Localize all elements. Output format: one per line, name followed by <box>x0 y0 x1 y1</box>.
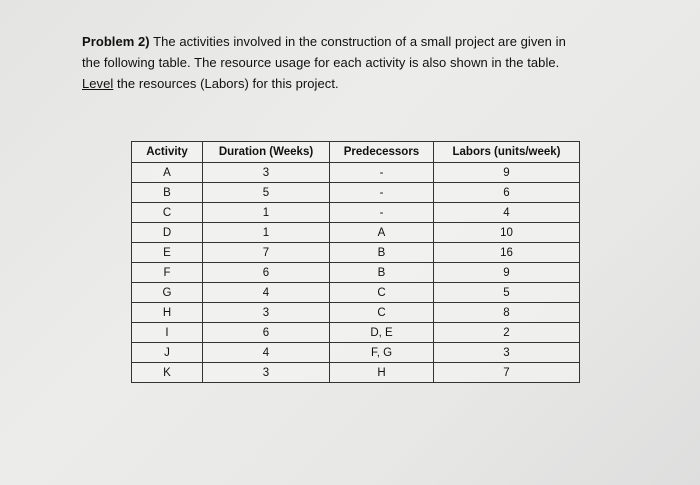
problem-line-1 <box>82 31 642 52</box>
problem-line-1-text: The activities involved in the construction of a small project are given in <box>149 34 566 49</box>
cell-labors: 9 <box>434 263 580 283</box>
cell-labors: 6 <box>434 183 580 203</box>
problem-title: Problem 2) <box>82 34 150 49</box>
activities-table <box>131 141 580 383</box>
cell-activity: J <box>132 343 203 363</box>
cell-labors: 10 <box>434 223 580 243</box>
cell-duration: 1 <box>203 223 330 243</box>
cell-labors: 7 <box>434 363 580 383</box>
cell-activity: C <box>132 203 203 223</box>
cell-activity: I <box>132 323 203 343</box>
header-duration: Duration (Weeks) <box>203 142 330 163</box>
cell-duration: 4 <box>203 343 330 363</box>
cell-predecessors: F, G <box>330 343 434 363</box>
problem-statement <box>82 31 642 94</box>
table-row <box>132 243 580 263</box>
cell-predecessors: C <box>330 303 434 323</box>
cell-predecessors: H <box>330 363 434 383</box>
cell-duration: 4 <box>203 283 330 303</box>
cell-activity: A <box>132 163 203 183</box>
cell-predecessors: A <box>330 223 434 243</box>
problem-line-3-text: the resources (Labors) for this project. <box>113 76 339 91</box>
table-row <box>132 183 580 203</box>
cell-activity: E <box>132 243 203 263</box>
cell-duration: 1 <box>203 203 330 223</box>
table-header-row <box>132 142 580 163</box>
cell-predecessors: C <box>330 283 434 303</box>
cell-duration: 3 <box>203 163 330 183</box>
cell-predecessors: - <box>330 203 434 223</box>
table-row <box>132 203 580 223</box>
header-predecessors: Predecessors <box>330 142 434 163</box>
table-row <box>132 223 580 243</box>
cell-duration: 5 <box>203 183 330 203</box>
cell-labors: 9 <box>434 163 580 183</box>
table-row <box>132 263 580 283</box>
cell-activity: H <box>132 303 203 323</box>
cell-predecessors: - <box>330 183 434 203</box>
cell-duration: 6 <box>203 323 330 343</box>
cell-labors: 16 <box>434 243 580 263</box>
cell-labors: 8 <box>434 303 580 323</box>
cell-labors: 2 <box>434 323 580 343</box>
problem-line-3 <box>82 73 642 94</box>
cell-activity: F <box>132 263 203 283</box>
cell-activity: B <box>132 183 203 203</box>
table-row <box>132 163 580 183</box>
cell-labors: 3 <box>434 343 580 363</box>
cell-activity: K <box>132 363 203 383</box>
cell-activity: G <box>132 283 203 303</box>
cell-labors: 5 <box>434 283 580 303</box>
cell-predecessors: B <box>330 243 434 263</box>
cell-predecessors: - <box>330 163 434 183</box>
cell-duration: 3 <box>203 303 330 323</box>
cell-predecessors: D, E <box>330 323 434 343</box>
cell-duration: 3 <box>203 363 330 383</box>
problem-line-2: the following table. The resource usage for each activity is also shown in the table. <box>82 55 560 70</box>
table-row <box>132 343 580 363</box>
cell-labors: 4 <box>434 203 580 223</box>
table-row <box>132 323 580 343</box>
header-labors: Labors (units/week) <box>434 142 580 163</box>
level-underlined-word: Level <box>82 76 114 91</box>
cell-duration: 6 <box>203 263 330 283</box>
cell-predecessors: B <box>330 263 434 283</box>
table-row <box>132 283 580 303</box>
header-activity: Activity <box>132 142 203 163</box>
table-row <box>132 363 580 383</box>
cell-activity: D <box>132 223 203 243</box>
cell-duration: 7 <box>203 243 330 263</box>
table-row <box>132 303 580 323</box>
